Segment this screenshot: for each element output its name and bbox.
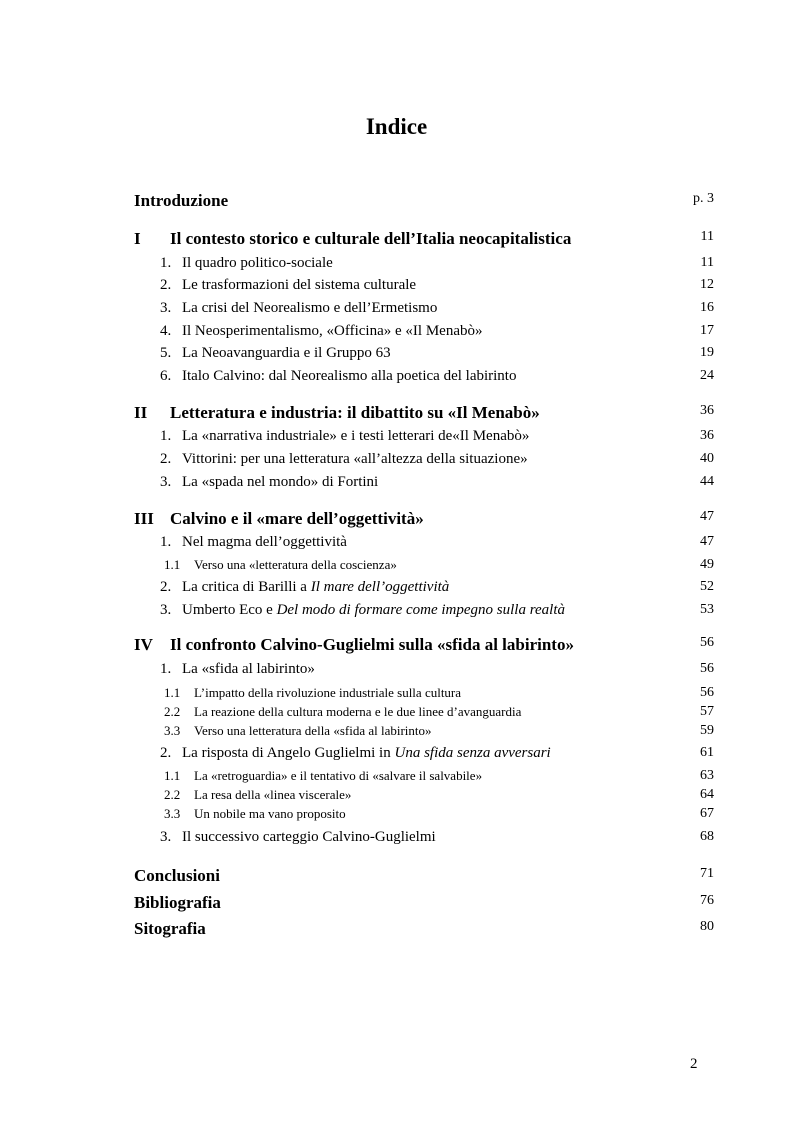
toc-page: 80 <box>700 919 714 934</box>
section-title-italic: Una sfida senza avversari <box>394 745 551 761</box>
section-title-italic: Del modo di formare come impegno sulla realtà <box>276 602 565 618</box>
toc-page: 11 <box>700 229 714 244</box>
toc-page: 57 <box>700 704 714 719</box>
subsection-title: Verso una «letteratura della coscienza» <box>194 557 397 572</box>
chapter-number: III <box>134 509 154 528</box>
toc-section <box>134 451 714 471</box>
toc-section <box>134 255 714 275</box>
chapter-number: II <box>134 403 148 422</box>
chapter-number: IV <box>134 635 153 654</box>
toc-page: 44 <box>700 474 714 489</box>
section-number: 3. <box>160 474 172 490</box>
page-number: 2 <box>690 1056 698 1072</box>
section-title: Il quadro politico-sociale <box>182 255 333 271</box>
subsection-title: La «retroguardia» e il tentativo di «salvare il salvabile» <box>194 768 483 783</box>
subsection-title: La resa della «linea viscerale» <box>194 787 352 802</box>
toc-chapter-2 <box>134 403 714 423</box>
toc-page: 53 <box>700 602 714 617</box>
section-number: 2. <box>160 451 172 467</box>
toc-subsection <box>134 806 714 826</box>
section-number: 4. <box>160 323 172 339</box>
toc-entry-bibliografia <box>134 893 714 913</box>
section-title: La «sfida al labirinto» <box>182 661 315 677</box>
section-title: La «narrativa industriale» e i testi letterari de«Il Menabò» <box>182 428 530 444</box>
toc-chapter-1 <box>134 229 714 249</box>
section-title: Umberto Eco e <box>182 602 273 618</box>
chapter-number: I <box>134 229 141 248</box>
toc-entry-sitografia <box>134 919 714 939</box>
toc-page: 47 <box>700 534 714 549</box>
section-number: 5. <box>160 345 172 361</box>
toc-subsection <box>134 685 714 705</box>
subsection-title: Un nobile ma vano proposito <box>194 806 346 821</box>
subsection-title: La reazione della cultura moderna e le due linee d’avanguardia <box>194 704 522 719</box>
toc-page: 59 <box>700 723 714 738</box>
chapter-title: Il confronto Calvino-Guglielmi sulla «sfida al labirinto» <box>170 635 574 654</box>
toc-chapter-3 <box>134 509 714 529</box>
subsection-title: L’impatto della rivoluzione industriale sulla cultura <box>194 685 462 700</box>
section-title-italic: Il mare dell’oggettività <box>310 579 450 595</box>
toc-page: 36 <box>700 428 714 443</box>
section-number: 2. <box>160 579 172 595</box>
toc-subsection <box>134 768 714 788</box>
chapter-title: Calvino e il «mare dell’oggettività» <box>170 509 424 528</box>
toc-page: p. 3 <box>693 191 714 206</box>
section-title: La «spada nel mondo» di Fortini <box>182 474 379 490</box>
toc-section <box>134 534 714 554</box>
subsection-number: 2.2 <box>164 787 181 802</box>
toc-subsection <box>134 557 714 577</box>
toc-page: 71 <box>700 866 714 881</box>
toc-page: 47 <box>700 509 714 524</box>
toc-page: 68 <box>700 829 714 844</box>
section-number: 1. <box>160 534 172 550</box>
subsection-number: 3.3 <box>164 723 181 738</box>
section-number: 3. <box>160 829 172 845</box>
toc-label: Conclusioni <box>134 866 220 885</box>
section-number: 3. <box>160 602 172 618</box>
toc-label: Sitografia <box>134 919 206 938</box>
toc-page: 11 <box>700 255 714 270</box>
section-title: La crisi del Neorealismo e dell’Ermetismo <box>182 300 438 316</box>
toc-subsection <box>134 704 714 724</box>
toc-entry-conclusioni <box>134 866 714 886</box>
subsection-title: Verso una letteratura della «sfida al labirinto» <box>194 723 432 738</box>
subsection-number: 1.1 <box>164 557 181 572</box>
section-number: 3. <box>160 300 172 316</box>
subsection-number: 2.2 <box>164 704 181 719</box>
toc-page: 63 <box>700 768 714 783</box>
toc-page: 56 <box>700 635 714 650</box>
section-title: Il successivo carteggio Calvino-Guglielmi <box>182 829 436 845</box>
toc-section <box>134 829 714 849</box>
section-title: Il Neosperimentalismo, «Officina» e «Il Menabò» <box>182 323 483 339</box>
section-title: Italo Calvino: dal Neorealismo alla poetica del labirinto <box>182 368 517 384</box>
toc-section <box>134 745 714 765</box>
toc-section <box>134 579 714 599</box>
section-number: 6. <box>160 368 172 384</box>
section-title: Le trasformazioni del sistema culturale <box>182 277 417 293</box>
toc-subsection <box>134 787 714 807</box>
section-title: La critica di Barilli a <box>182 579 307 595</box>
toc-page: 64 <box>700 787 714 802</box>
toc-page: 49 <box>700 557 714 572</box>
toc-section <box>134 345 714 365</box>
section-number: 1. <box>160 255 172 271</box>
subsection-number: 3.3 <box>164 806 181 821</box>
toc-page: 12 <box>700 277 714 292</box>
toc-subsection <box>134 723 714 743</box>
toc-page: 19 <box>700 345 714 360</box>
toc-section <box>134 368 714 388</box>
subsection-number: 1.1 <box>164 685 181 700</box>
toc-entry-introduzione <box>134 191 714 211</box>
toc-label: Bibliografia <box>134 893 221 912</box>
toc-section <box>134 277 714 297</box>
subsection-number: 1.1 <box>164 768 181 783</box>
section-number: 2. <box>160 277 172 293</box>
section-number: 1. <box>160 661 172 677</box>
toc-page: 56 <box>700 685 714 700</box>
section-number: 1. <box>160 428 172 444</box>
page-title: Indice <box>365 114 428 139</box>
section-title: La risposta di Angelo Guglielmi in <box>182 745 391 761</box>
toc-section <box>134 602 714 622</box>
toc-page: 36 <box>700 403 714 418</box>
section-title: La Neoavanguardia e il Gruppo 63 <box>182 345 391 361</box>
toc-section <box>134 323 714 343</box>
toc-section <box>134 300 714 320</box>
section-number: 2. <box>160 745 172 761</box>
toc-page: 16 <box>700 300 714 315</box>
chapter-title: Letteratura e industria: il dibattito su «Il Menabò» <box>170 403 540 422</box>
section-title: Nel magma dell’oggettività <box>182 534 347 550</box>
toc-section <box>134 661 714 681</box>
toc-chapter-4 <box>134 635 714 655</box>
toc-page: 40 <box>700 451 714 466</box>
toc-page: 67 <box>700 806 714 821</box>
toc-page: 76 <box>700 893 714 908</box>
toc-page: 17 <box>700 323 714 338</box>
toc-page: 24 <box>700 368 714 383</box>
toc-page: 56 <box>700 661 714 676</box>
toc-label: Introduzione <box>134 191 229 210</box>
chapter-title: Il contesto storico e culturale dell’Italia neocapitalistica <box>170 229 572 248</box>
toc-section <box>134 428 714 448</box>
toc-page: 52 <box>700 579 714 594</box>
toc-section <box>134 474 714 494</box>
section-title: Vittorini: per una letteratura «all’altezza della situazione» <box>182 451 528 467</box>
toc-page: 61 <box>700 745 714 760</box>
